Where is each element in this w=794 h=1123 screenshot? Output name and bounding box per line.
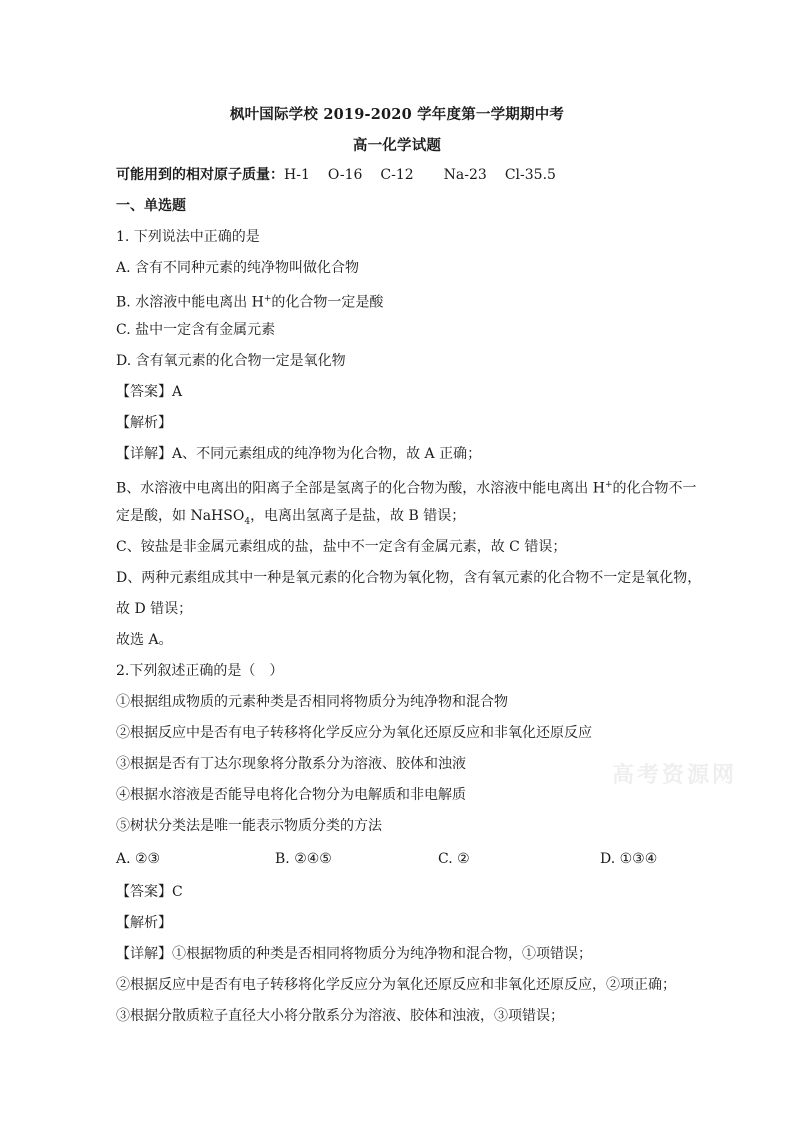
atomic-mass-c: C-12 bbox=[380, 167, 414, 183]
q1-detail-line: D、两种元素组成其中一种是氧元素的化合物为氧化物，含有氧元素的化合物不一定是氧化物， bbox=[116, 570, 702, 586]
q1-detail-line: 故 D 错误； bbox=[116, 601, 193, 617]
school-title: 枫叶国际学校 2019-2020 学年度第一学期期中考 bbox=[229, 106, 565, 123]
q1-option-d: D. 含有氧元素的化合物一定是氧化物 bbox=[116, 353, 346, 369]
q2-detail-line: ②根据反应中是否有电子转移将化学反应分为氧化还原反应和非氧化还原反应，②项正确； bbox=[116, 977, 676, 993]
q2-detail-line: 【详解】①根据物质的种类是否相同将物质分为纯净物和混合物，①项错误； bbox=[116, 946, 592, 962]
q2-statement: ④根据水溶液是否能导电将化合物分为电解质和非电解质 bbox=[116, 787, 466, 803]
q2-option-a: A. ②③ bbox=[116, 851, 161, 867]
q1-detail-line: B、水溶液中电离出的阳离子全部是氢离子的化合物为酸，水溶液中能电离出 H+的化合物不一 bbox=[116, 480, 697, 497]
atomic-mass-line bbox=[116, 165, 686, 185]
q2-option-d: D. ①③④ bbox=[600, 851, 658, 867]
q1-detail-line: 【详解】A、不同元素组成的纯净物为化合物，故 A 正确； bbox=[116, 446, 482, 462]
q1-stem: 1. 下列说法中正确的是 bbox=[116, 229, 260, 245]
q1-option-a: A. 含有不同种元素的纯净物叫做化合物 bbox=[116, 260, 360, 276]
q1-detail-line: 定是酸，如 NaHSO$_4$，电离出氢离子是盐，故 B 错误； bbox=[116, 508, 466, 527]
q2-statement: ⑤树状分类法是唯一能表示物质分类的方法 bbox=[116, 818, 382, 834]
q1-answer: 【答案】A bbox=[116, 384, 183, 400]
watermark: 高考资源网 bbox=[612, 762, 738, 788]
q1-analysis-label: 【解析】 bbox=[116, 415, 172, 431]
q1-detail-line: C、铵盐是非金属元素组成的盐，盐中不一定含有金属元素，故 C 错误； bbox=[116, 539, 567, 555]
q1-option-c: C. 盐中一定含有金属元素 bbox=[116, 322, 276, 338]
q2-answer: 【答案】C bbox=[116, 884, 183, 900]
atomic-mass-o: O-16 bbox=[327, 167, 363, 183]
atomic-mass-label: 可能用到的相对原子质量： bbox=[116, 167, 284, 183]
section-title: 一、单选题 bbox=[116, 198, 186, 214]
atomic-mass-h: H-1 bbox=[284, 167, 310, 183]
q1-conclusion: 故选 A。 bbox=[116, 632, 173, 648]
q2-analysis-label: 【解析】 bbox=[116, 915, 172, 931]
q2-statement: ①根据组成物质的元素种类是否相同将物质分为纯净物和混合物 bbox=[116, 694, 508, 710]
atomic-mass-cl: Cl-35.5 bbox=[504, 167, 556, 183]
q2-detail-line: ③根据分散质粒子直径大小将分散系分为溶液、胶体和浊液，③项错误； bbox=[116, 1008, 564, 1024]
q2-option-c: C. ② bbox=[438, 851, 470, 867]
atomic-mass-na: Na-23 bbox=[443, 167, 487, 183]
q2-statement: ③根据是否有丁达尔现象将分散系分为溶液、胶体和浊液 bbox=[116, 756, 466, 772]
subject-title: 高一化学试题 bbox=[352, 137, 442, 154]
q2-statement: ②根据反应中是否有电子转移将化学反应分为氧化还原反应和非氧化还原反应 bbox=[116, 725, 592, 741]
q2-option-b: B. ②④⑤ bbox=[275, 851, 332, 867]
q2-stem: 2.下列叙述正确的是（ ） bbox=[116, 663, 284, 679]
q1-option-b: B. 水溶液中能电离出 H+的化合物一定是酸 bbox=[116, 294, 384, 311]
